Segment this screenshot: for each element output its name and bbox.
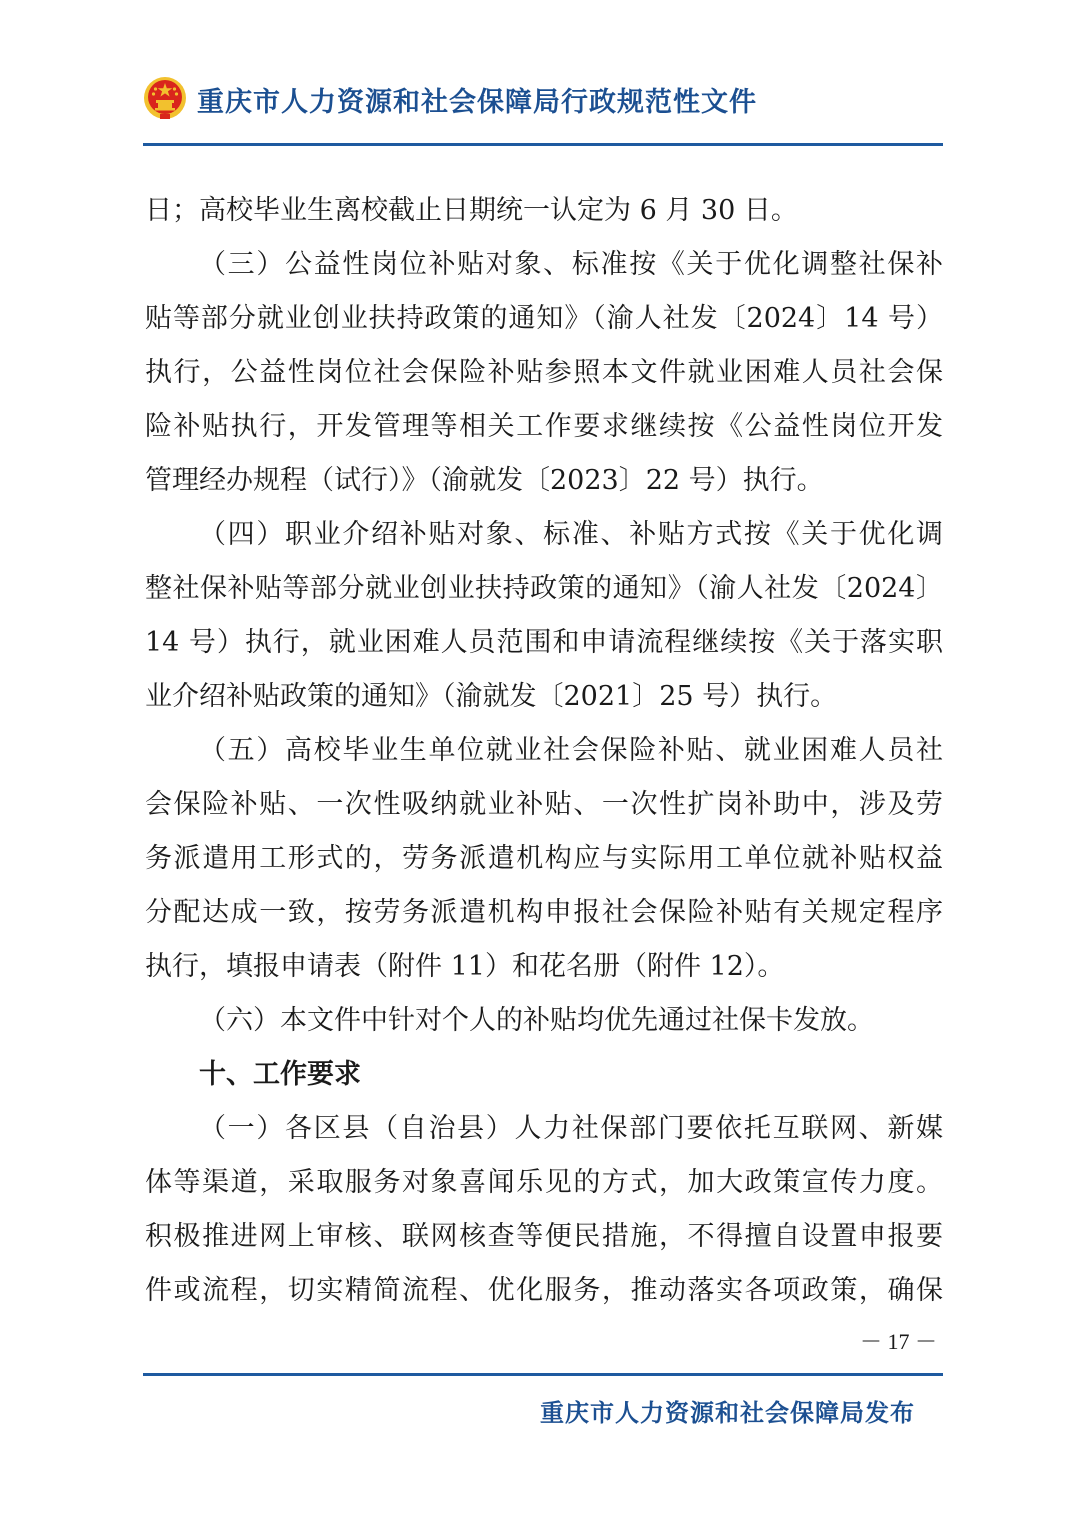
paragraph-line: 体等渠道，采取服务对象喜闻乐见的方式，加大政策宣传力度。 bbox=[145, 1167, 943, 1198]
header-rule bbox=[143, 143, 943, 146]
paragraph-line: （五）高校毕业生单位就业社会保险补贴、就业困难人员社 bbox=[199, 735, 943, 766]
paragraph-line: （四）职业介绍补贴对象、标准、补贴方式按《关于优化调 bbox=[199, 519, 943, 550]
paragraph-line: 会保险补贴、一次性吸纳就业补贴、一次性扩岗补助中，涉及劳 bbox=[145, 789, 943, 820]
footer-rule bbox=[143, 1373, 943, 1376]
paragraph-line: 14 号）执行，就业困难人员范围和申请流程继续按《关于落实职 bbox=[145, 627, 943, 658]
paragraph-line: 积极推进网上审核、联网核查等便民措施，不得擅自设置申报要 bbox=[145, 1221, 943, 1252]
footer-publisher: 重庆市人力资源和社会保障局发布 bbox=[540, 1399, 915, 1427]
paragraph-line: 贴等部分就业创业扶持政策的通知》（渝人社发〔2024〕14 号） bbox=[145, 303, 943, 334]
paragraph-line: 分配达成一致，按劳务派遣机构申报社会保险补贴有关规定程序 bbox=[145, 897, 943, 928]
page-header bbox=[143, 76, 943, 128]
document-body bbox=[145, 184, 943, 1318]
paragraph-line: 业介绍补贴政策的通知》（渝就发〔2021〕25 号）执行。 bbox=[145, 681, 838, 712]
page-number: － 17 － bbox=[860, 1329, 938, 1354]
paragraph-line: 险补贴执行，开发管理等相关工作要求继续按《公益性岗位开发 bbox=[145, 411, 943, 442]
paragraph-line: 务派遣用工形式的，劳务派遣机构应与实际用工单位就补贴权益 bbox=[145, 843, 943, 874]
header-title: 重庆市人力资源和社会保障局行政规范性文件 bbox=[197, 87, 757, 118]
national-emblem-icon bbox=[143, 76, 187, 120]
paragraph-line: （三）公益性岗位补贴对象、标准按《关于优化调整社保补 bbox=[199, 249, 943, 280]
paragraph-line: 日；高校毕业生离校截止日期统一认定为 6 月 30 日。 bbox=[145, 195, 798, 226]
paragraph-line: 管理经办规程（试行）》（渝就发〔2023〕22 号）执行。 bbox=[145, 465, 824, 496]
paragraph-line: 件或流程，切实精简流程、优化服务，推动落实各项政策，确保 bbox=[145, 1275, 943, 1306]
paragraph-line: 整社保补贴等部分就业创业扶持政策的通知》（渝人社发〔2024〕 bbox=[145, 573, 943, 604]
paragraph-line: （一）各区县（自治县）人力社保部门要依托互联网、新媒 bbox=[199, 1113, 943, 1144]
paragraph-line: 执行，公益性岗位社会保险补贴参照本文件就业困难人员社会保 bbox=[145, 357, 943, 388]
paragraph-line: 执行，填报申请表（附件 11）和花名册（附件 12）。 bbox=[145, 951, 785, 982]
paragraph-line: （六）本文件中针对个人的补贴均优先通过社保卡发放。 bbox=[199, 1005, 874, 1036]
section-heading: 十、工作要求 bbox=[199, 1059, 361, 1090]
